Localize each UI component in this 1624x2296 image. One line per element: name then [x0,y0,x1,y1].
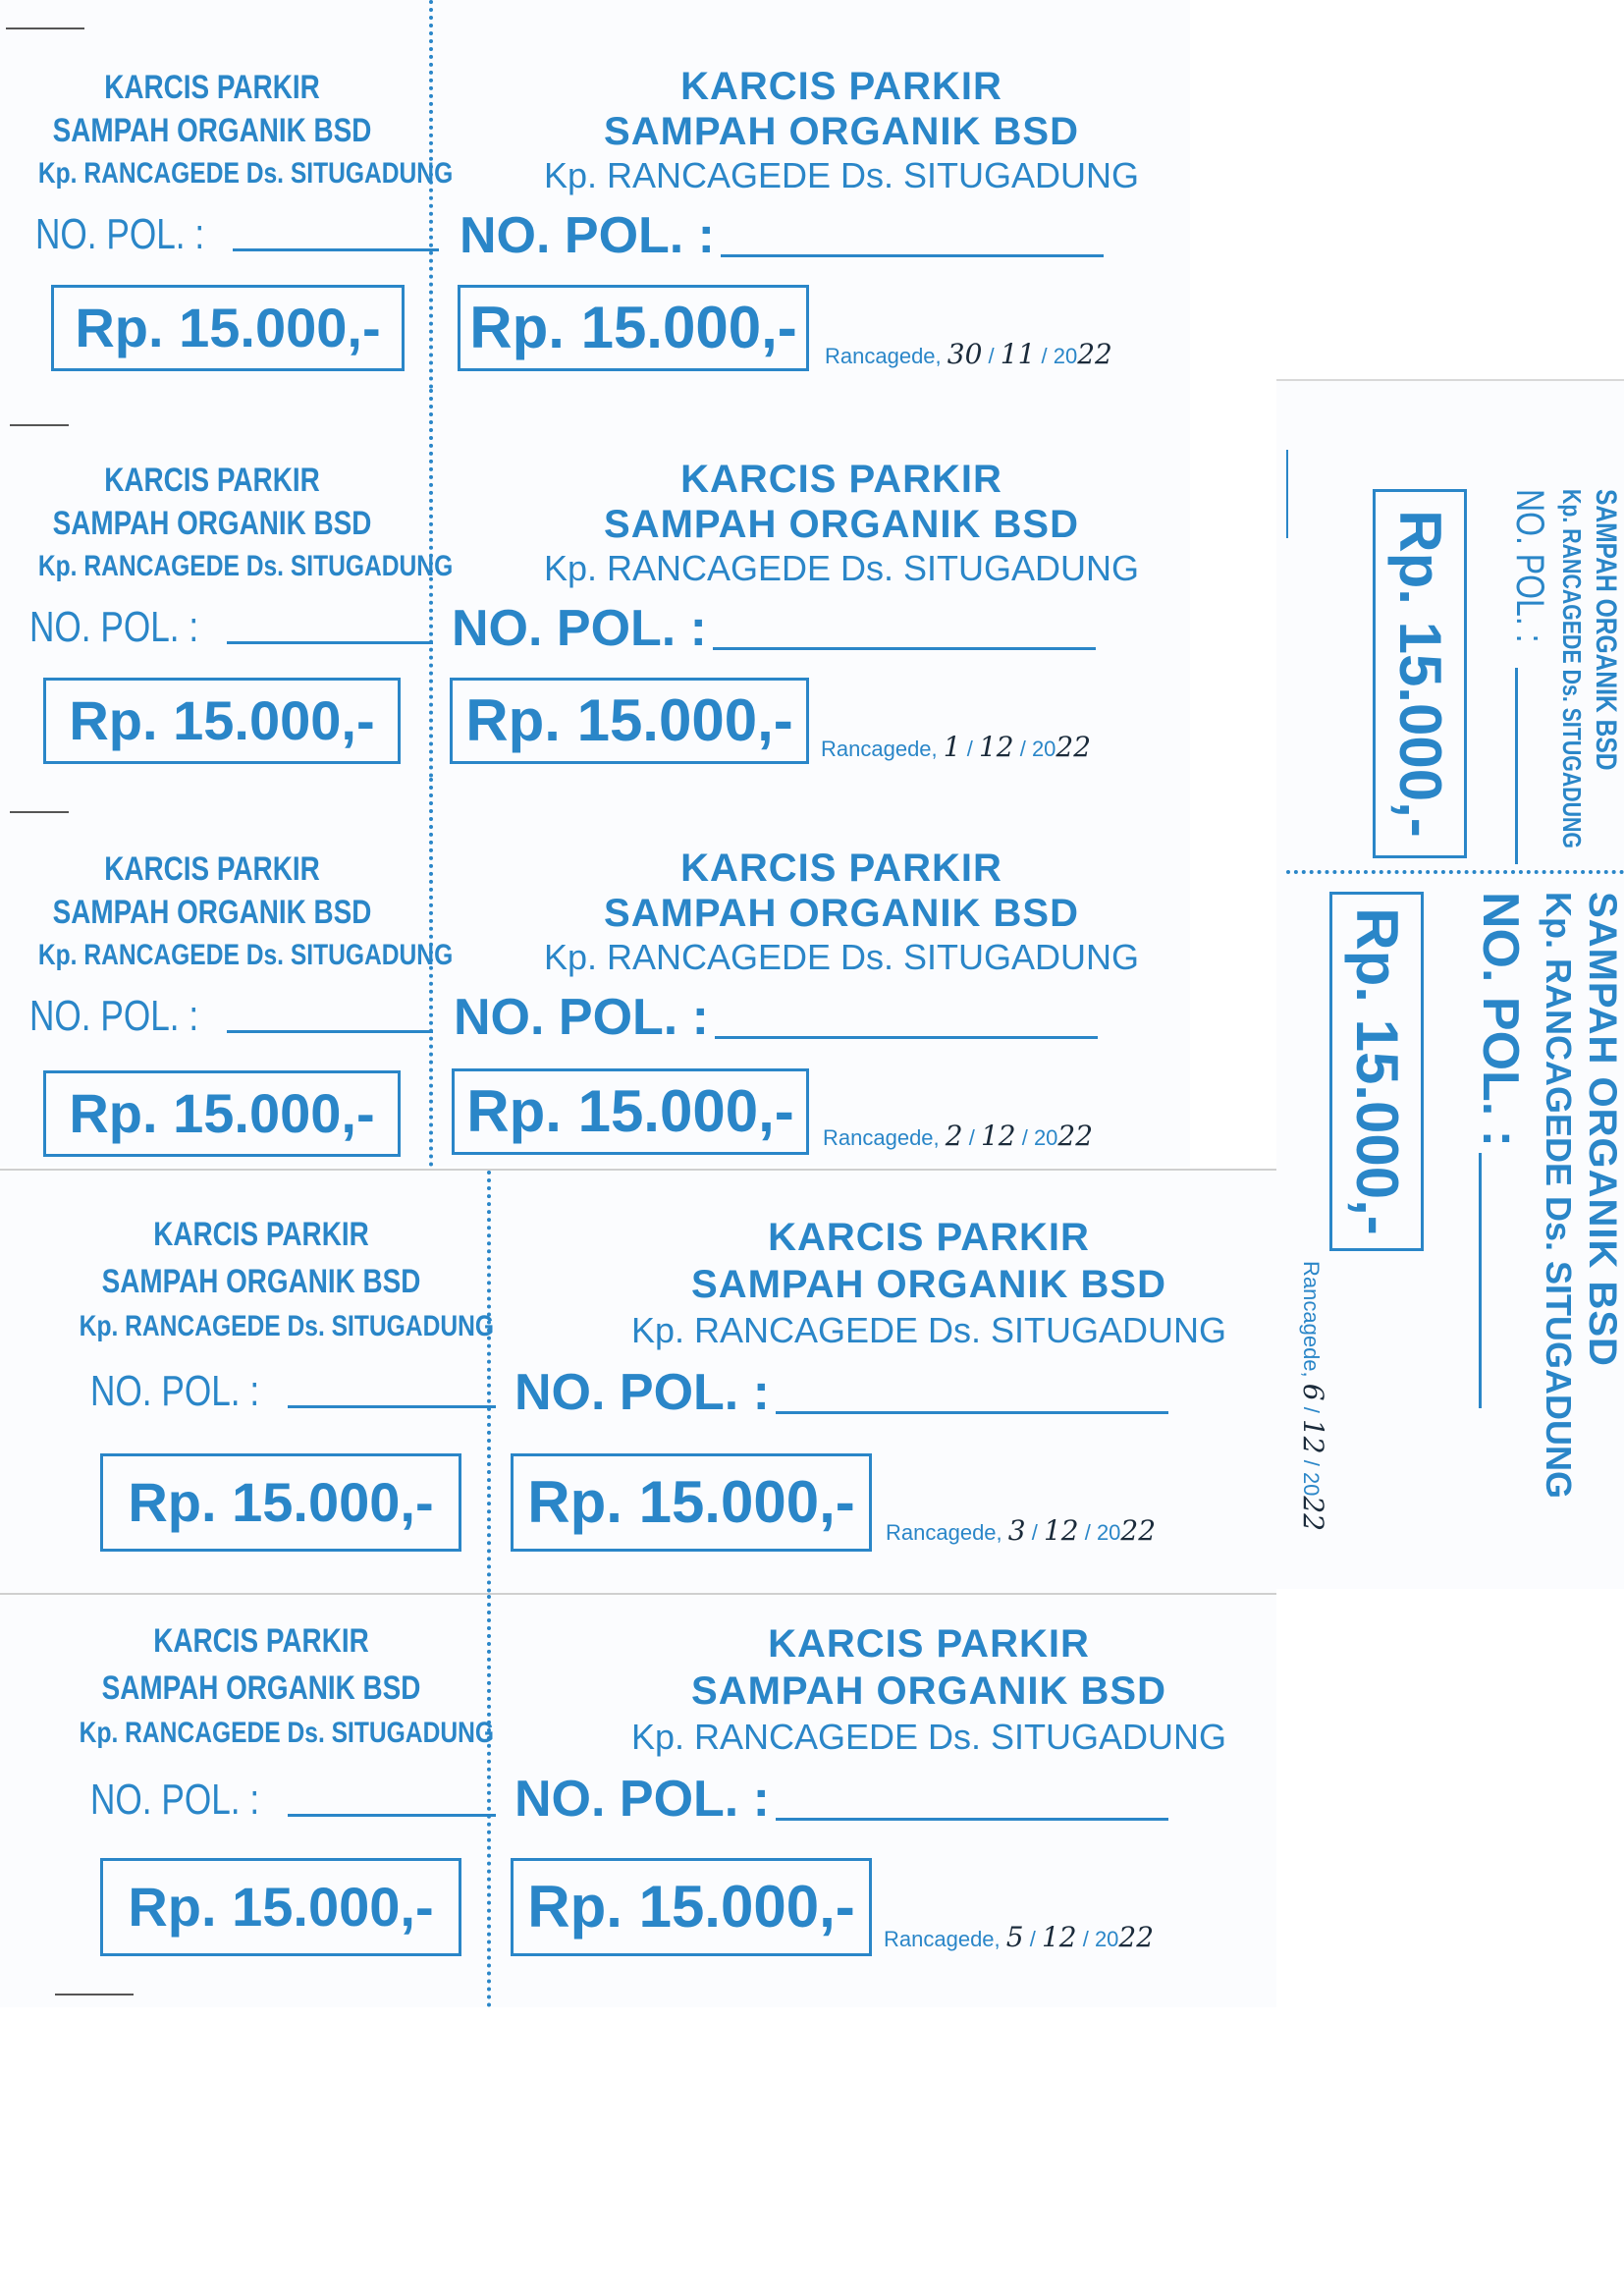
ticket-subtitle: SAMPAH ORGANIK BSD [691,1263,1166,1306]
ticket-title: KARCIS PARKIR [104,462,320,499]
ticket-stub [0,0,454,389]
price-box: Rp. 15.000,- [452,1068,809,1155]
ticket-1 [0,0,1190,389]
nopol-field [1507,489,1551,864]
nopol-line [227,1030,433,1033]
date-year: 22 [1120,1514,1157,1547]
date-day: 30 [947,338,983,370]
ticket-subtitle: SAMPAH ORGANIK BSD [52,112,372,149]
nopol-label: NO. POL. : [1472,892,1529,1147]
edge-mark [55,1994,134,1995]
price-box: Rp. 15.000,- [1329,892,1424,1251]
ticket-subtitle: SAMPAH ORGANIK BSD [101,1669,421,1707]
nopol-label: NO. POL. : [1508,489,1551,643]
nopol-field [29,603,433,652]
date-month: 12 [1297,1418,1329,1454]
ticket-stub [39,1595,495,2007]
ticket-address: Kp. RANCAGEDE Ds. SITUGADUNG [1539,892,1579,1500]
date-month: 12 [980,1120,1016,1152]
nopol-field [452,599,1096,658]
price-box: Rp. 15.000,- [458,285,809,371]
nopol-line [288,1405,496,1408]
ticket-main [1290,892,1624,1579]
perforation [429,778,433,1167]
nopol-line [715,1036,1098,1039]
edge-mark [10,811,69,813]
date-line: Rancagede, 2 / 12 / 2022 [823,1120,1094,1152]
nopol-line [1515,668,1518,864]
nopol-label: NO. POL. : [29,603,199,651]
price-box: Rp. 15.000,- [43,678,401,764]
price-box: Rp. 15.000,- [450,678,809,764]
date-year: 22 [1077,338,1112,370]
ticket-address: Kp. RANCAGEDE Ds. SITUGADUNG [630,1310,1227,1350]
date-line: Rancagede, 30 / 11 / 2022 [825,338,1112,370]
nopol-line [1479,1153,1482,1408]
date-line: Rancagede, 1 / 12 / 2022 [821,731,1092,763]
ticket-title: KARCIS PARKIR [104,69,320,106]
edge-mark [1286,450,1288,538]
perforation [487,1595,491,2007]
date-day: 3 [1007,1514,1026,1547]
date-day: 2 [945,1120,963,1152]
nopol-label: NO. POL. : [90,1776,260,1824]
ticket-2 [0,389,1190,778]
date-month: 11 [1000,338,1036,370]
date-line: Rancagede, 5 / 12 / 2022 [884,1921,1155,1953]
price-box: Rp. 15.000,- [43,1070,401,1157]
ticket-stub [0,389,454,778]
ticket-main [434,778,1190,1167]
nopol-field [1471,892,1530,1408]
price-box: Rp. 15.000,- [51,285,405,371]
date-year: 22 [1118,1921,1155,1953]
nopol-field [514,1363,1168,1422]
nopol-label: NO. POL. : [514,1364,770,1421]
nopol-label: NO. POL. : [35,210,205,258]
ticket-title: KARCIS PARKIR [104,850,320,888]
date-line: Rancagede, 3 / 12 / 2022 [886,1514,1157,1547]
ticket-address: Kp. RANCAGEDE Ds. SITUGADUNG [543,548,1140,588]
date-month: 12 [1041,1921,1077,1953]
nopol-line [721,254,1104,257]
ticket-title: KARCIS PARKIR [153,1216,369,1253]
nopol-line [233,248,439,251]
date-day: 6 [1297,1383,1329,1401]
edge-mark [6,27,84,29]
nopol-label: NO. POL. : [454,989,709,1046]
nopol-line [713,647,1096,650]
ticket-title: KARCIS PARKIR [153,1622,369,1660]
perforation [429,389,433,778]
nopol-label: NO. POL. : [452,600,707,657]
ticket-title: KARCIS PARKIR [680,847,1002,890]
ticket-title: KARCIS PARKIR [768,1622,1090,1666]
ticket-subtitle: SAMPAH ORGANIK BSD [52,894,372,931]
ticket-subtitle: SAMPAH ORGANIK BSD [1581,892,1624,1367]
ticket-title: KARCIS PARKIR [680,458,1002,501]
ticket-address: Kp. RANCAGEDE Ds. SITUGADUNG [543,937,1140,977]
ticket-main [493,1171,1276,1593]
nopol-label: NO. POL. : [460,207,715,264]
ticket-address: Kp. RANCAGEDE Ds. SITUGADUNG [37,939,454,971]
ticket-6-rotated [1276,379,1624,1589]
ticket-subtitle: SAMPAH ORGANIK BSD [604,892,1079,935]
date-year: 22 [1297,1496,1329,1532]
nopol-line [227,641,433,644]
edge-mark [10,424,69,426]
ticket-address: Kp. RANCAGEDE Ds. SITUGADUNG [37,550,454,582]
nopol-field [35,210,439,259]
nopol-field [514,1770,1168,1829]
perforation [1286,870,1624,874]
ticket-address: Kp. RANCAGEDE Ds. SITUGADUNG [37,157,454,190]
nopol-field [460,206,1104,265]
ticket-main [434,389,1190,778]
nopol-field [29,992,433,1041]
ticket-title: KARCIS PARKIR [768,1216,1090,1259]
ticket-subtitle: SAMPAH ORGANIK BSD [52,505,372,542]
ticket-subtitle: SAMPAH ORGANIK BSD [101,1263,421,1300]
nopol-field [90,1776,496,1825]
nopol-field [454,988,1098,1047]
date-year: 22 [1057,1120,1094,1152]
perforation [429,0,433,389]
date-month: 12 [978,731,1014,763]
ticket-5 [0,1593,1276,2007]
price-box: Rp. 15.000,- [100,1453,461,1552]
ticket-address: Kp. RANCAGEDE Ds. SITUGADUNG [1557,489,1587,849]
ticket-stub [39,1171,495,1593]
ticket-4 [0,1169,1276,1593]
ticket-address: Kp. RANCAGEDE Ds. SITUGADUNG [630,1717,1227,1757]
ticket-main [493,1595,1276,2007]
perforation [487,1171,491,1593]
nopol-line [776,1818,1168,1821]
nopol-label: NO. POL. : [90,1367,260,1415]
ticket-3 [0,778,1190,1167]
ticket-subtitle: SAMPAH ORGANIK BSD [604,110,1079,153]
ticket-stub [0,778,454,1167]
ticket-subtitle: SAMPAH ORGANIK BSD [691,1669,1166,1713]
price-box: Rp. 15.000,- [100,1858,461,1956]
date-day: 5 [1005,1921,1024,1953]
price-box: Rp. 15.000,- [511,1453,872,1552]
nopol-line [288,1814,496,1817]
price-box: Rp. 15.000,- [511,1858,872,1956]
nopol-line [776,1411,1168,1414]
ticket-address: Kp. RANCAGEDE Ds. SITUGADUNG [79,1310,495,1342]
date-year: 22 [1056,731,1092,763]
ticket-subtitle: SAMPAH ORGANIK BSD [1590,489,1622,771]
nopol-label: NO. POL. : [514,1771,770,1828]
nopol-label: NO. POL. : [29,992,199,1040]
ticket-title: KARCIS PARKIR [680,65,1002,108]
date-month: 12 [1043,1514,1079,1547]
price-box: Rp. 15.000,- [1373,489,1467,858]
ticket-address: Kp. RANCAGEDE Ds. SITUGADUNG [79,1717,495,1749]
ticket-subtitle: SAMPAH ORGANIK BSD [604,503,1079,546]
ticket-address: Kp. RANCAGEDE Ds. SITUGADUNG [543,155,1140,195]
ticket-main [434,0,1190,389]
nopol-field [90,1367,496,1416]
date-line: Rancagede, 6 / 12 / 2022 [1297,1261,1329,1532]
date-day: 1 [943,731,961,763]
